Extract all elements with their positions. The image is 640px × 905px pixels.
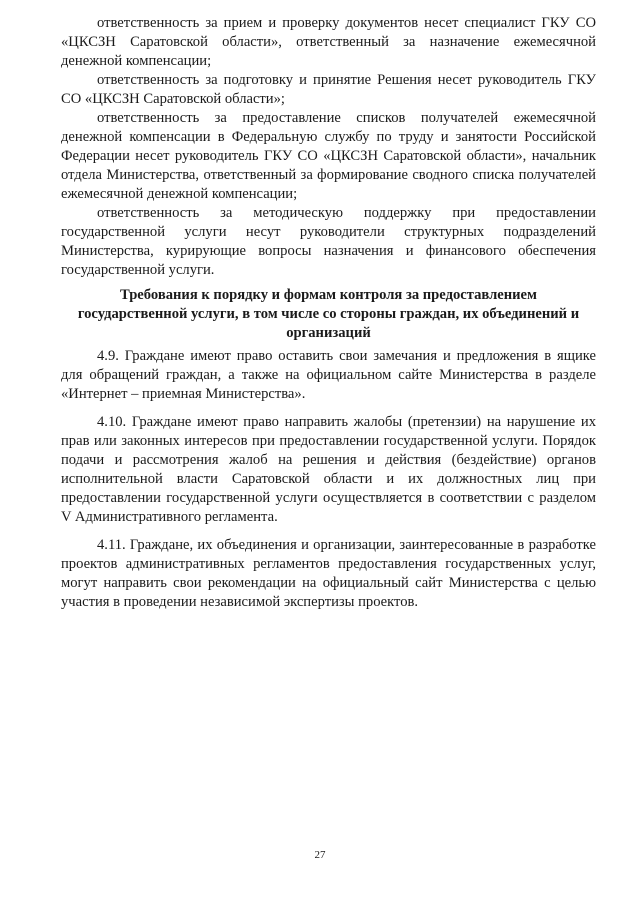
paragraph-responsibility-lists: ответственность за предоставление списков получателей ежемесячной денежной компенсации в Федеральную службу по труду и занятости Российской Федерации несет руководитель ГКУ СО «ЦКСЗН Саратовской области», начальник отдела Министерства, ответственный за формирование сводного списка получателей ежемесячной денежной компенсации; [61, 110, 596, 202]
paragraph-4-11: 4.11. Граждане, их объединения и организации, заинтересованные в разработке проектов административных регламентов предоставления государственных услуг, могут направить свои рекомендации на официальный сайт Министерства с целью участия в проведении независимой экспертизы проектов. [61, 537, 596, 610]
paragraph-responsibility-methodology: ответственность за методическую поддержку при предоставлении государственной услуги несут руководители структурных подразделений Министерства, курирующие вопросы назначения и финансового обеспечения государственной услуги. [61, 205, 596, 278]
section-heading: Требования к порядку и формам контроля за предоставлением государственной услуги, в том числе со стороны граждан, их объединений и организаций [77, 287, 580, 341]
document-body [61, 14, 596, 612]
paragraph-responsibility-decision: ответственность за подготовку и принятие Решения несет руководитель ГКУ СО «ЦКСЗН Саратовской области»; [61, 72, 596, 107]
page-number: 27 [314, 849, 326, 861]
paragraph-4-9: 4.9. Граждане имеют право оставить свои замечания и предложения в ящике для обращений граждан, а также на официальном сайте Министерства в разделе «Интернет – приемная Министерства». [61, 348, 596, 402]
paragraph-4-10: 4.10. Граждане имеют право направить жалобы (претензии) на нарушение их прав или законных интересов при предоставлении государственной услуги. Порядок подачи и рассмотрения жалоб на решения и действия (бездействие) органов исполнительной власти Саратовской области и их должностных лиц при предоставлении государственной услуги осуществляется в соответствии с разделом V Административного регламента. [61, 414, 596, 525]
paragraph-responsibility-documents: ответственность за прием и проверку документов несет специалист ГКУ СО «ЦКСЗН Саратовской области», ответственный за назначение ежемесячной денежной компенсации; [61, 15, 596, 69]
